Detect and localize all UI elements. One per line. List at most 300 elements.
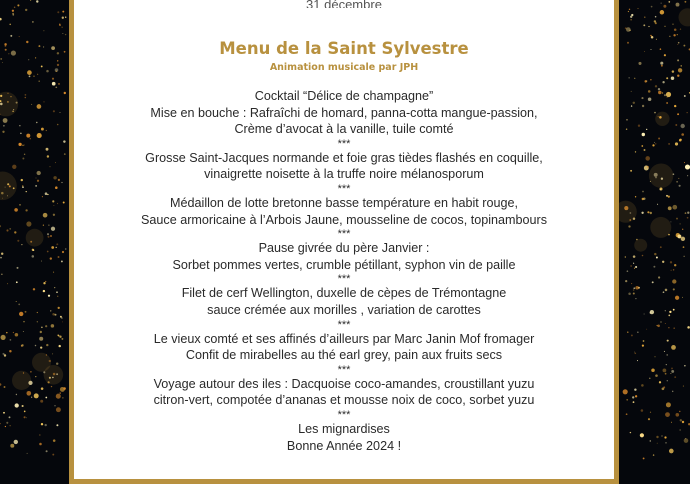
- sparkle-dot: [27, 453, 28, 454]
- sparkle-dot: [0, 225, 1, 227]
- sparkle-dot: [677, 34, 678, 35]
- sparkle-dot: [51, 246, 54, 249]
- sparkle-dot: [657, 443, 658, 444]
- sparkle-dot: [21, 179, 23, 181]
- sparkle-dot: [52, 82, 56, 86]
- sparkle-dot: [30, 371, 32, 373]
- sparkle-dot: [61, 182, 62, 183]
- sparkle-dot: [654, 253, 656, 255]
- sparkle-dot: [52, 200, 54, 202]
- sparkle-dot: [65, 248, 67, 250]
- sparkle-dot: [674, 105, 676, 107]
- sparkle-dot: [669, 449, 674, 454]
- sparkle-dot: [43, 46, 44, 47]
- sparkle-dot: [642, 255, 644, 257]
- menu-line: Mise en bouche : Rafraîchi de homard, panna-cotta mangue-passion,: [74, 105, 614, 122]
- sparkle-dot: [53, 439, 56, 442]
- sparkle-dot: [660, 48, 662, 50]
- sparkle-dot: [47, 194, 48, 195]
- sparkle-dot: [672, 279, 676, 283]
- sparkle-dot: [684, 1, 686, 3]
- sparkle-dot: [37, 180, 39, 182]
- sparkle-dot: [37, 171, 41, 175]
- sparkle-dot: [59, 345, 61, 347]
- sparkle-dot: [22, 405, 24, 407]
- sparkle-dot: [10, 96, 11, 97]
- sparkle-dot: [650, 310, 654, 314]
- sparkle-dot: [56, 291, 58, 293]
- sparkle-dot: [623, 389, 628, 394]
- sparkle-dot: [64, 51, 66, 53]
- sparkle-dot: [52, 377, 54, 379]
- sparkle-dot: [62, 251, 64, 253]
- sparkle-dot: [635, 395, 637, 397]
- sparkle-dot: [652, 281, 654, 283]
- sparkle-dot: [626, 128, 627, 129]
- sparkle-dot: [56, 394, 61, 399]
- sparkle-dot: [24, 411, 26, 413]
- menu-line: Les mignardises: [74, 421, 614, 438]
- sparkle-dot: [657, 325, 660, 328]
- sparkle-dot: [682, 229, 683, 230]
- sparkle-dot: [664, 436, 666, 438]
- sparkle-dot: [21, 344, 23, 346]
- sparkle-dot: [59, 24, 60, 25]
- sparkle-dot: [54, 405, 55, 406]
- sparkle-dot: [681, 237, 685, 241]
- sparkle-dot: [641, 409, 644, 412]
- sparkle-dot: [668, 196, 670, 198]
- sparkle-dot: [26, 134, 30, 138]
- sparkle-dot: [2, 198, 3, 199]
- sparkle-dot: [627, 332, 628, 333]
- sparkle-dot: [661, 178, 663, 180]
- sparkle-dot: [684, 365, 685, 366]
- sparkle-dot: [7, 283, 8, 284]
- sparkle-dot: [31, 104, 32, 105]
- sparkle-dot: [672, 205, 677, 210]
- sparkle-dot: [13, 109, 14, 110]
- sparkle-dot: [661, 3, 662, 4]
- sparkle-dot: [16, 281, 18, 283]
- sparkle-dot: [23, 331, 24, 332]
- sparkle-dot: [682, 297, 683, 298]
- sparkle-dot: [648, 418, 650, 420]
- sparkle-dot: [656, 436, 658, 438]
- sparkle-glow: [0, 172, 17, 201]
- sparkle-dot: [60, 387, 65, 392]
- sparkle-dot: [654, 173, 658, 177]
- sparkle-dot: [49, 360, 51, 362]
- sparkle-dot: [653, 266, 655, 268]
- sparkle-dot: [53, 214, 55, 216]
- sparkle-dot: [628, 11, 629, 12]
- sparkle-dot: [56, 407, 61, 412]
- sparkle-dot: [678, 237, 680, 239]
- sparkle-dot: [41, 128, 44, 131]
- sparkle-dot: [684, 162, 685, 163]
- menu-separator: ***: [74, 319, 614, 331]
- sparkle-dot: [20, 133, 21, 134]
- sparkle-dot: [665, 412, 670, 417]
- sparkle-dot: [663, 5, 666, 8]
- sparkle-dot: [52, 313, 55, 316]
- sparkle-dot: [43, 225, 44, 226]
- sparkle-dot: [654, 142, 655, 143]
- sparkle-dot: [666, 195, 668, 197]
- sparkle-dot: [673, 173, 675, 175]
- sparkle-dot: [10, 339, 12, 341]
- sparkle-dot: [50, 310, 51, 311]
- sparkle-dot: [644, 166, 649, 171]
- sparkle-dot: [5, 49, 7, 51]
- sparkle-dot: [654, 20, 656, 22]
- menu-line: Crème d’avocat à la vanille, tuile comté: [74, 121, 614, 138]
- sparkle-dot: [41, 65, 43, 67]
- sparkle-dot: [9, 185, 11, 187]
- sparkle-dot: [674, 29, 677, 32]
- sparkle-dot: [0, 58, 2, 60]
- sparkle-dot: [56, 243, 58, 245]
- sparkle-dot: [39, 434, 40, 435]
- sparkle-dot: [679, 139, 682, 142]
- sparkle-dot: [18, 143, 21, 146]
- top-cut-text: 31 décembre: [74, 0, 614, 8]
- sparkle-dot: [638, 125, 640, 127]
- sparkle-dot: [43, 290, 45, 292]
- sparkle-dot: [29, 76, 31, 78]
- sparkle-dot: [15, 403, 19, 407]
- sparkle-dot: [646, 81, 647, 82]
- sparkle-dot: [667, 97, 668, 98]
- sparkle-dot: [0, 114, 1, 115]
- sparkle-dot: [632, 396, 634, 398]
- sparkle-dot: [680, 29, 681, 30]
- sparkle-dot: [43, 213, 48, 218]
- sparkle-dot: [10, 425, 11, 426]
- sparkle-dot: [687, 112, 688, 113]
- menu-separator: ***: [74, 138, 614, 150]
- sparkle-dot: [32, 21, 34, 23]
- menu-line: Grosse Saint-Jacques normande et foie gras tièdes flashés en coquille,: [74, 150, 614, 167]
- sparkle-dot: [1, 274, 2, 275]
- sparkle-dot: [65, 17, 66, 18]
- sparkle-dot: [666, 102, 668, 104]
- sparkle-dot: [12, 165, 16, 169]
- sparkle-dot: [62, 33, 63, 34]
- sparkle-dot: [56, 373, 58, 375]
- sparkle-dot: [660, 10, 665, 15]
- sparkle-dot: [41, 327, 43, 329]
- sparkle-dot: [57, 335, 58, 336]
- sparkle-dot: [659, 187, 662, 190]
- sparkle-dot: [641, 97, 643, 99]
- sparkle-dot: [631, 265, 632, 266]
- sparkle-dot: [60, 316, 62, 318]
- sparkle-dot: [678, 178, 679, 179]
- sparkle-glow: [634, 239, 647, 252]
- menu-separator: ***: [74, 409, 614, 421]
- sparkle-dot: [682, 421, 684, 423]
- sparkle-dot: [30, 241, 32, 243]
- sparkle-dot: [18, 303, 20, 305]
- sparkle-dot: [647, 211, 649, 213]
- sparkle-dot: [671, 367, 673, 369]
- menu-line: Sauce armoricaine à l’Arbois Jaune, mousseline de cocos, topinambours: [74, 212, 614, 229]
- sparkle-dot: [654, 356, 655, 357]
- menu-line: Sorbet pommes vertes, crumble pétillant, syphon vin de paille: [74, 257, 614, 274]
- sparkle-dot: [631, 91, 632, 92]
- sparkle-dot: [13, 187, 15, 189]
- sparkle-glow: [32, 353, 51, 372]
- sparkle-dot: [40, 346, 42, 348]
- sparkle-dot: [672, 23, 673, 24]
- sparkle-dot: [43, 371, 45, 373]
- sparkle-dot: [658, 91, 661, 94]
- sparkle-dot: [670, 221, 671, 222]
- sparkle-dot: [12, 14, 14, 16]
- sparkle-dot: [666, 364, 667, 365]
- sparkle-dot: [37, 312, 38, 313]
- sparkle-dot: [47, 233, 49, 235]
- sparkle-dot: [642, 345, 644, 347]
- sparkle-dot: [62, 321, 63, 322]
- sparkle-dot: [6, 422, 8, 424]
- menu-line: Le vieux comté et ses affinés d’ailleurs par Marc Janin Mof fromager: [74, 331, 614, 348]
- sparkle-dot: [45, 325, 47, 327]
- menu-line: vinaigrette noisette à la truffe noire mélanosporum: [74, 166, 614, 183]
- sparkle-dot: [633, 401, 635, 403]
- sparkle-dot: [46, 130, 47, 131]
- sparkle-dot: [637, 332, 638, 333]
- sparkle-dot: [37, 104, 42, 109]
- sparkle-dot: [51, 46, 55, 50]
- sparkle-dot: [643, 197, 645, 199]
- sparkle-dot: [47, 251, 49, 253]
- sparkle-dot: [33, 288, 35, 290]
- sparkle-dot: [646, 129, 647, 130]
- menu-line: Voyage autour des iles : Dacquoise coco-amandes, croustillant yuzu: [74, 376, 614, 393]
- sparkle-glow: [649, 164, 673, 188]
- sparkle-dot: [21, 345, 23, 347]
- sparkle-dot: [673, 34, 675, 36]
- sparkle-dot: [676, 413, 680, 417]
- sparkle-dot: [4, 43, 6, 45]
- sparkle-dot: [51, 324, 55, 328]
- sparkle-dot: [658, 116, 659, 117]
- sparkle-dot: [37, 321, 38, 322]
- sparkle-dot: [660, 62, 663, 65]
- sparkle-dot: [14, 208, 18, 212]
- sparkle-dot: [651, 6, 653, 8]
- sparkle-dot: [58, 335, 60, 337]
- sparkle-dot: [628, 292, 631, 295]
- sparkle-dot: [662, 261, 664, 263]
- sparkle-dot: [655, 177, 657, 179]
- sparkle-dot: [22, 185, 23, 186]
- sparkle-dot: [637, 360, 638, 361]
- sparkle-dot: [16, 394, 17, 395]
- sparkle-dot: [680, 419, 682, 421]
- sparkle-dot: [1, 252, 3, 254]
- sparkle-dot: [59, 336, 61, 338]
- sparkle-dot: [650, 212, 652, 214]
- sparkle-dot: [58, 83, 60, 85]
- menu-separator: ***: [74, 364, 614, 376]
- sparkle-dot: [625, 27, 627, 29]
- menu-line: citron-vert, compotée d’ananas et mousse noix de coco, sorbet yuzu: [74, 392, 614, 409]
- sparkle-dot: [64, 93, 65, 94]
- sparkle-dot: [671, 370, 674, 373]
- menu-line: Bonne Année 2024 !: [74, 438, 614, 455]
- sparkle-dot: [46, 450, 48, 452]
- sparkle-dot: [666, 77, 668, 79]
- menu-list: [74, 88, 614, 454]
- sparkle-dot: [668, 143, 670, 145]
- sparkle-dot: [53, 176, 56, 179]
- sparkle-dot: [35, 57, 36, 58]
- sparkle-dot: [22, 186, 24, 188]
- sparkle-dot: [687, 326, 690, 329]
- sparkle-dot: [633, 217, 635, 219]
- sparkle-dot: [684, 438, 689, 443]
- sparkle-dot: [681, 65, 682, 66]
- sparkle-dot: [655, 143, 656, 144]
- sparkle-dot: [10, 35, 12, 37]
- sparkle-dot: [663, 291, 665, 293]
- sparkle-dot: [2, 353, 4, 355]
- sparkle-dot: [28, 59, 29, 60]
- sparkle-dot: [53, 205, 54, 206]
- sparkle-dot: [665, 373, 667, 375]
- sparkle-dot: [665, 442, 666, 443]
- sparkle-dot: [7, 93, 8, 94]
- sparkle-dot: [24, 416, 26, 418]
- sparkle-dot: [22, 158, 24, 160]
- sparkle-dot: [662, 436, 663, 437]
- sparkle-dot: [662, 92, 663, 93]
- sparkle-dot: [651, 49, 652, 50]
- sparkle-dot: [46, 148, 49, 151]
- sparkle-dot: [31, 397, 32, 398]
- sparkle-dot: [8, 53, 9, 54]
- sparkle-dot: [56, 424, 58, 426]
- sparkle-dot: [627, 42, 629, 44]
- menu-line: Pause givrée du père Janvier :: [74, 240, 614, 257]
- menu-line: Confit de mirabelles au thé earl grey, pain aux fruits secs: [74, 347, 614, 364]
- sparkle-dot: [656, 257, 658, 259]
- sparkle-dot: [675, 124, 677, 126]
- sparkle-dot: [64, 92, 66, 94]
- sparkle-glow: [0, 92, 18, 117]
- sparkle-dot: [28, 381, 32, 385]
- sparkle-dot: [45, 397, 47, 399]
- sparkle-dot: [681, 133, 684, 136]
- sparkle-dot: [19, 312, 23, 316]
- sparkle-dot: [53, 373, 56, 376]
- sparkle-dot: [61, 260, 63, 262]
- sparkle-dot: [651, 36, 654, 39]
- sparkle-dot: [663, 369, 667, 373]
- sparkle-dot: [12, 111, 14, 113]
- sparkle-dot: [45, 424, 47, 426]
- sparkle-dot: [650, 181, 651, 182]
- menu-separator: ***: [74, 228, 614, 240]
- sparkle-dot: [52, 454, 54, 456]
- sparkle-dot: [63, 202, 65, 204]
- sparkle-dot: [664, 351, 665, 352]
- sparkle-dot: [658, 138, 660, 140]
- sparkle-dot: [676, 233, 680, 237]
- sparkle-dot: [635, 151, 636, 152]
- sparkle-dot: [55, 162, 56, 163]
- sparkle-dot: [42, 196, 43, 197]
- sparkle-dot: [40, 400, 43, 403]
- sparkle-dot: [32, 249, 34, 251]
- sparkle-dot: [61, 338, 63, 340]
- sparkle-dot: [648, 90, 651, 93]
- sparkle-dot: [57, 64, 59, 66]
- sparkle-dot: [683, 386, 684, 387]
- sparkle-dot: [41, 261, 42, 262]
- sparkle-dot: [681, 124, 685, 128]
- sparkle-dot: [687, 212, 689, 214]
- sparkle-dot: [23, 321, 25, 323]
- sparkle-dot: [656, 39, 657, 40]
- sparkle-dot: [58, 256, 60, 258]
- menu-card: [69, 0, 619, 484]
- sparkle-dot: [38, 45, 40, 47]
- sparkle-dot: [625, 280, 627, 282]
- sparkle-dot: [679, 185, 681, 187]
- sparkle-dot: [13, 332, 14, 333]
- sparkle-dot: [644, 17, 645, 18]
- sparkle-dot: [48, 381, 50, 383]
- sparkle-dot: [27, 70, 32, 75]
- sparkle-dot: [633, 102, 635, 104]
- sparkle-dot: [667, 340, 669, 342]
- sparkle-dot: [631, 105, 632, 106]
- sparkle-dot: [47, 155, 49, 157]
- sparkle-dot: [633, 255, 636, 258]
- sparkle-dot: [47, 236, 49, 238]
- sparkle-dot: [668, 1, 670, 3]
- sparkle-dot: [657, 204, 658, 205]
- sparkle-dot: [0, 423, 1, 424]
- sparkle-dot: [53, 272, 54, 273]
- sparkle-dot: [644, 51, 645, 52]
- sparkle-dot: [22, 144, 24, 146]
- sparkle-dot: [58, 307, 60, 309]
- sparkle-dot: [57, 124, 59, 126]
- sparkle-dot: [656, 325, 657, 326]
- sparkle-dot: [11, 51, 16, 56]
- sparkle-dot: [642, 105, 644, 107]
- sparkle-dot: [672, 391, 673, 392]
- sparkle-dot: [668, 234, 670, 236]
- sparkle-dot: [9, 228, 11, 230]
- sparkle-dot: [55, 186, 58, 189]
- sparkle-glow: [679, 8, 690, 26]
- sparkle-dot: [9, 350, 11, 352]
- sparkle-dot: [59, 24, 61, 26]
- sparkle-dot: [60, 392, 61, 393]
- sparkle-dot: [655, 374, 658, 377]
- sparkle-dot: [675, 296, 679, 300]
- sparkle-dot: [660, 321, 661, 322]
- sparkle-dot: [6, 332, 8, 334]
- sparkle-dot: [687, 175, 688, 176]
